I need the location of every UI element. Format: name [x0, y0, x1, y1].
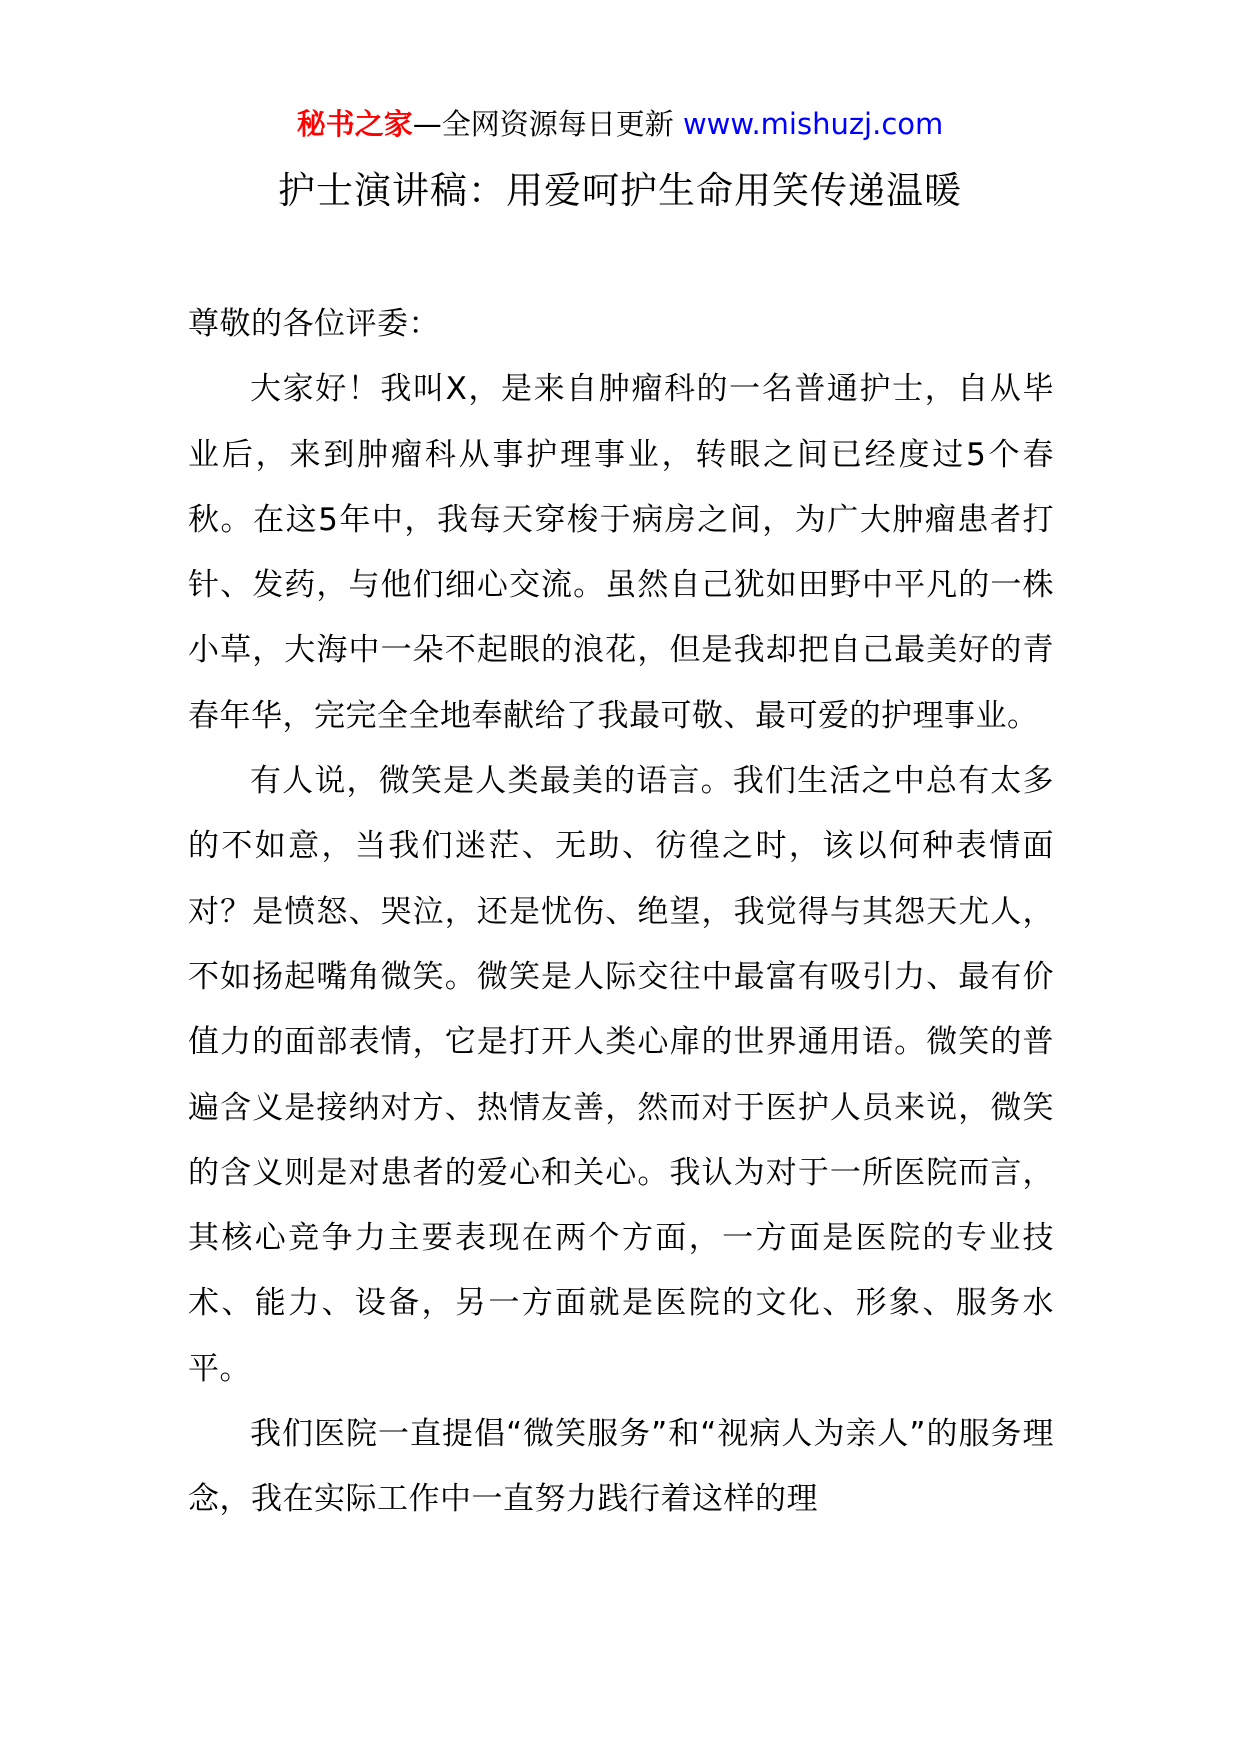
header-slogan: —全网资源每日更新: [412, 107, 674, 141]
site-header: [0, 102, 1240, 146]
document-title: 护士演讲稿：用爱呵护生命用笑传递温暖: [278, 169, 962, 212]
brand-name: 秘书之家: [296, 107, 413, 141]
salutation: 尊敬的各位评委：: [188, 306, 440, 342]
document-body: [188, 292, 1054, 1533]
site-url-link[interactable]: www.mishuzj.com: [682, 107, 944, 141]
paragraph: 有人说，微笑是人类最美的语言。我们生活之中总有太多的不如意，当我们迷茫、无助、彷徨之时，该以何种表情面对？是愤怒、哭泣，还是忧伤、绝望，我觉得与其怨天尤人，不如扬起嘴角微笑。微笑是人际交往中最富有吸引力、最有价值力的面部表情，它是打开人类心扉的世界通用语。微笑的普遍含义是接纳对方、热情友善，然而对于医护人员来说，微笑的含义则是对患者的爱心和关心。我认为对于一所医院而言，其核心竞争力主要表现在两个方面，一方面是医院的专业技术、能力、设备，另一方面就是医院的文化、形象、服务水平。: [188, 763, 1054, 1387]
paragraph: 我们医院一直提倡“微笑服务”和“视病人为亲人”的服务理念，我在实际工作中一直努力践行着这样的理: [188, 1416, 1054, 1518]
paragraph: 大家好！我叫X，是来自肿瘤科的一名普通护士，自从毕业后，来到肿瘤科从事护理事业，转眼之间已经度过5个春秋。在这5年中，我每天穿梭于病房之间，为广大肿瘤患者打针、发药，与他们细心交流。虽然自己犹如田野中平凡的一株小草，大海中一朵不起眼的浪花，但是我却把自己最美好的青春年华，完完全全地奉献给了我最可敬、最可爱的护理事业。: [188, 371, 1054, 734]
